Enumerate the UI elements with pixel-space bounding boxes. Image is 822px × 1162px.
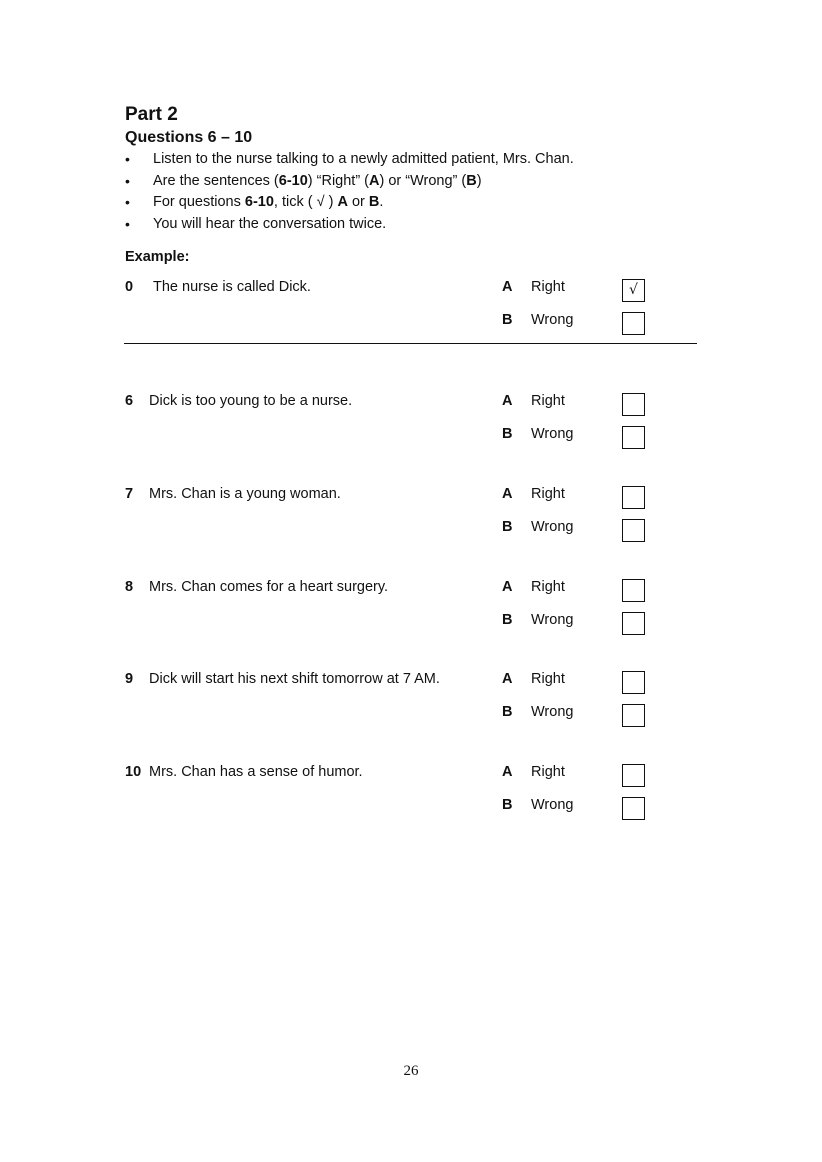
text-run: Are the sentences ( — [153, 173, 279, 189]
bold-text: A — [369, 173, 380, 189]
option-label-wrong: Wrong — [531, 426, 574, 442]
text-run: For questions — [153, 194, 245, 210]
option-label-right: Right — [531, 393, 565, 409]
answer-checkbox-b[interactable] — [622, 426, 645, 449]
option-label-wrong: Wrong — [531, 519, 574, 535]
option-letter-a: A — [502, 393, 513, 409]
answer-checkbox-a[interactable] — [622, 579, 645, 602]
option-label-wrong: Wrong — [531, 612, 574, 628]
text-run: , tick ( √ ) — [273, 194, 338, 210]
option-letter-a: A — [502, 486, 513, 502]
question-number: 0 — [125, 279, 134, 295]
option-letter-b: B — [502, 519, 513, 535]
instruction-text: You will hear the conversation twice. — [153, 216, 387, 232]
option-letter-a: A — [502, 579, 513, 595]
bullet-icon: • — [125, 151, 130, 167]
bullet-icon: • — [125, 216, 130, 232]
answer-checkbox-a[interactable] — [622, 393, 645, 416]
answer-checkbox-b[interactable] — [622, 312, 645, 335]
option-label-right: Right — [531, 279, 565, 295]
question-text: Mrs. Chan comes for a heart surgery. — [149, 579, 389, 595]
answer-checkbox-b[interactable] — [622, 519, 645, 542]
option-letter-b: B — [502, 612, 513, 628]
answer-checkbox-b[interactable] — [622, 612, 645, 635]
text-run: ) — [476, 173, 482, 189]
option-label-wrong: Wrong — [531, 797, 574, 813]
question-text: Dick is too young to be a nurse. — [149, 393, 353, 409]
answer-checkbox-a[interactable] — [622, 764, 645, 787]
question-number: 9 — [125, 671, 134, 687]
instruction-text — [153, 194, 383, 210]
question-text: Dick will start his next shift tomorrow at 7 AM. — [149, 671, 440, 687]
page-number: 26 — [403, 1063, 419, 1079]
question-number: 7 — [125, 486, 134, 502]
text-run: or — [347, 194, 369, 210]
bold-text: 6-10 — [244, 194, 274, 210]
bold-text: B — [466, 173, 477, 189]
question-text: The nurse is called Dick. — [153, 279, 311, 295]
bullet-icon: • — [125, 194, 130, 210]
option-letter-b: B — [502, 704, 513, 720]
part-title: Part 2 — [125, 104, 178, 125]
text-run: . — [379, 194, 384, 210]
section-divider — [124, 343, 697, 344]
instruction-text: Listen to the nurse talking to a newly admitted patient, Mrs. Chan. — [153, 151, 574, 167]
option-letter-a: A — [502, 279, 513, 295]
question-text: Mrs. Chan is a young woman. — [149, 486, 341, 502]
text-run: ) “Right” ( — [307, 173, 370, 189]
question-number: 8 — [125, 579, 134, 595]
option-label-right: Right — [531, 671, 565, 687]
question-number: 10 — [125, 764, 142, 780]
option-label-right: Right — [531, 764, 565, 780]
option-letter-b: B — [502, 312, 513, 328]
bold-text: B — [368, 194, 380, 210]
option-label-right: Right — [531, 579, 565, 595]
option-letter-a: A — [502, 764, 513, 780]
example-label: Example: — [125, 249, 190, 265]
option-letter-b: B — [502, 797, 513, 813]
bold-text: A — [337, 194, 348, 210]
text-run: ) or “Wrong” ( — [379, 173, 467, 189]
answer-checkbox-a[interactable] — [622, 671, 645, 694]
answer-checkbox-b[interactable] — [622, 797, 645, 820]
instruction-text — [153, 173, 482, 189]
bullet-icon: • — [125, 173, 130, 189]
option-label-right: Right — [531, 486, 565, 502]
option-label-wrong: Wrong — [531, 704, 574, 720]
question-text: Mrs. Chan has a sense of humor. — [149, 764, 363, 780]
bold-text: 6-10 — [278, 173, 308, 189]
questions-range-heading: Questions 6 – 10 — [125, 129, 253, 146]
option-letter-a: A — [502, 671, 513, 687]
answer-checkbox-a[interactable]: √ — [622, 279, 645, 302]
answer-checkbox-a[interactable] — [622, 486, 645, 509]
answer-checkbox-b[interactable] — [622, 704, 645, 727]
question-number: 6 — [125, 393, 134, 409]
option-letter-b: B — [502, 426, 513, 442]
option-label-wrong: Wrong — [531, 312, 574, 328]
